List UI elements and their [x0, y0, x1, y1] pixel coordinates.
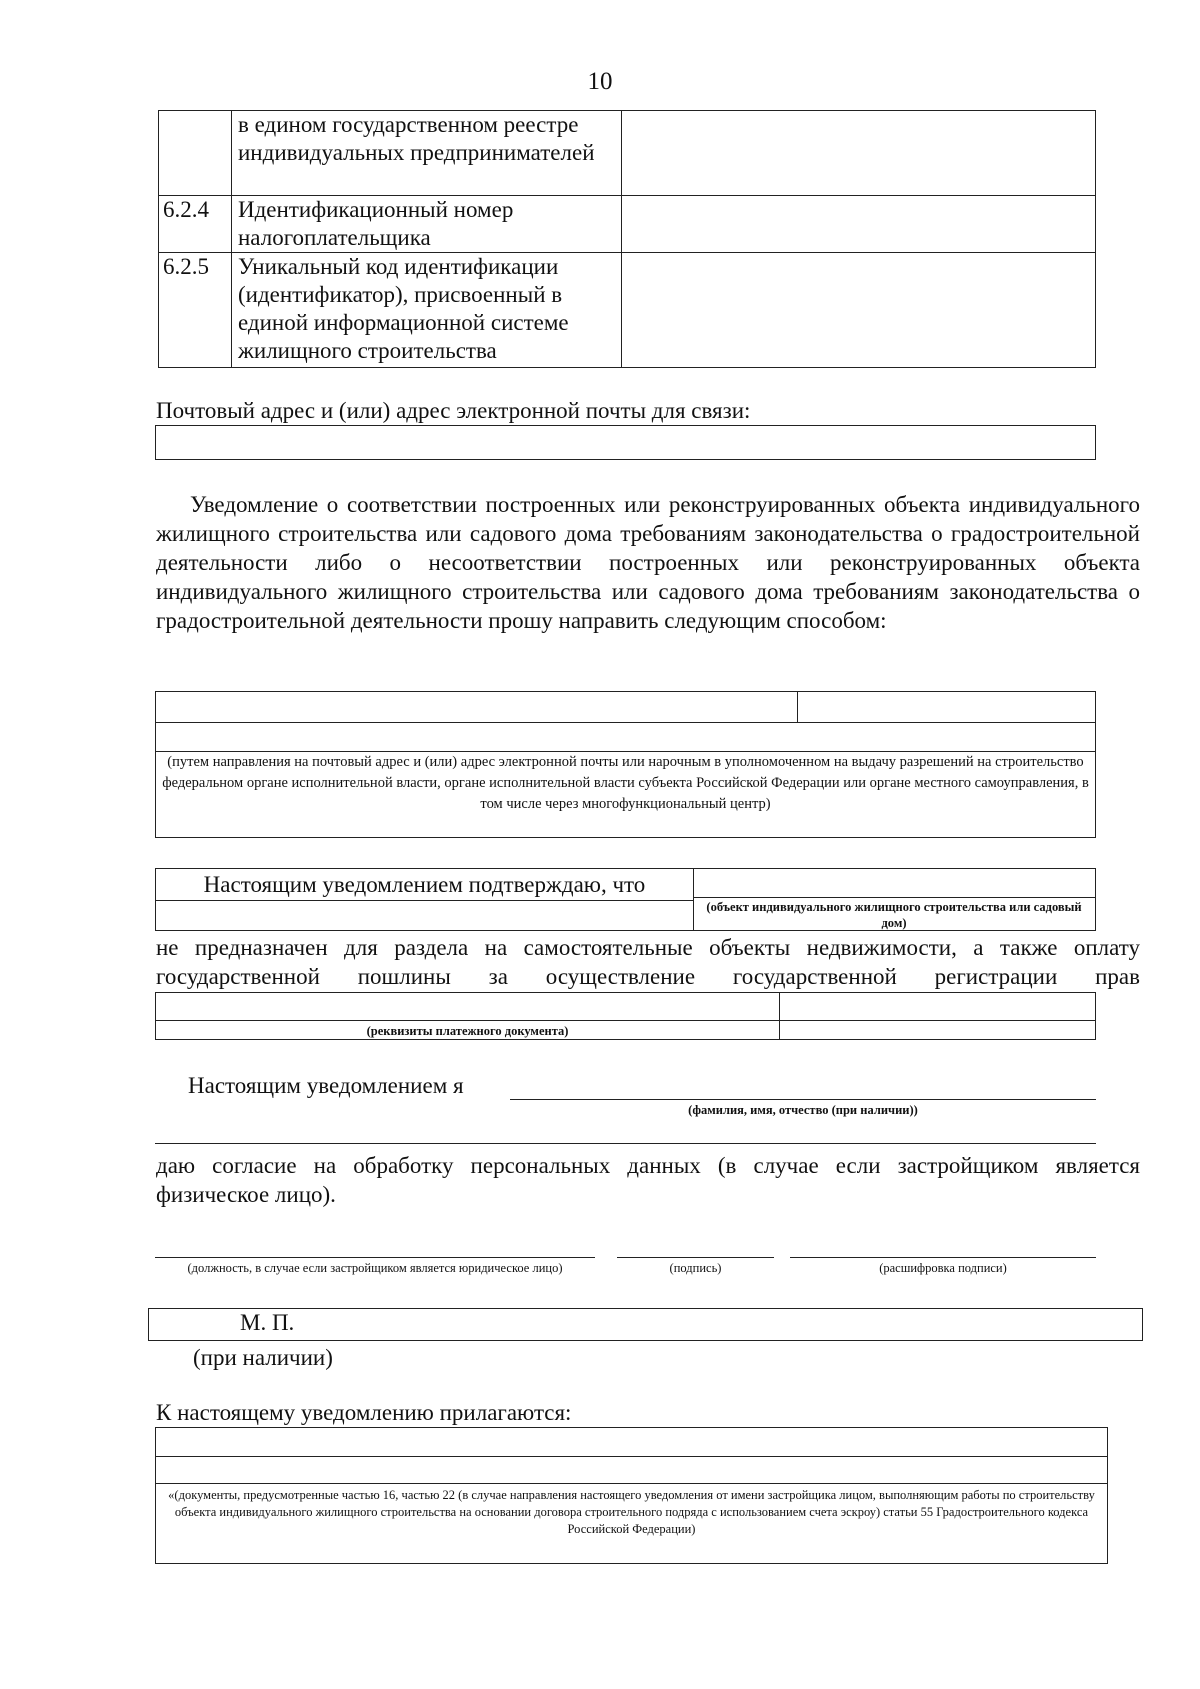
- signature-decode-field[interactable]: [790, 1257, 1096, 1258]
- attachments-caption: «(документы, предусмотренные частью 16, частью 22 (в случае направления настоящего уведомления от имени застройщика лицом, выполняющим работы по строительству объекта индивидуального жилищного строительства на основании договора строительного подряда с использованием счета эскроу) статьи 55 Градостроительного кодекса Российской Федерации): [168, 1488, 1095, 1536]
- postal-address-label: Почтовый адрес и (или) адрес электронной почты для связи:: [156, 398, 751, 423]
- object-type-field[interactable]: [693, 869, 1095, 898]
- consent-label: Настоящим уведомлением я: [188, 1073, 464, 1098]
- full-name-field[interactable]: [510, 1099, 1096, 1100]
- row-label: в едином государственном реестре индивидуальных предпринимателей: [232, 111, 622, 196]
- full-name-field-continued[interactable]: [155, 1143, 1096, 1144]
- confirm-label: Настоящим уведомлением подтверждаю, что: [156, 869, 693, 901]
- stamp-label: М. П.: [240, 1310, 295, 1335]
- row-number: [159, 111, 232, 196]
- row-label: Уникальный код идентификации (идентификатор), присвоенный в единой информационной системе жилищного строительства: [232, 253, 622, 368]
- row-value-field[interactable]: [622, 253, 1096, 368]
- stamp-note: (при наличии): [193, 1345, 333, 1370]
- consent-text: даю согласие на обработку персональных данных (в случае если застройщиком является физическое лицо).: [156, 1153, 1140, 1207]
- stamp-box: [148, 1308, 1143, 1341]
- attachments-table: [155, 1427, 1108, 1564]
- row-label: Идентификационный номер налогоплательщика: [232, 196, 622, 253]
- object-type-caption: (объект индивидуального жилищного строительства или садовый дом): [706, 900, 1082, 930]
- attachments-title: К настоящему уведомлению прилагаются:: [156, 1400, 572, 1425]
- column-divider: [797, 692, 798, 722]
- row-value-field[interactable]: [622, 111, 1096, 196]
- notification-method-paragraph: Уведомление о соответствии построенных или реконструированных объекта индивидуального жилищного строительства или садового дома требованиям законодательства о градостроительной деятельности либо о несоответствии построенных или реконструированных объекта индивидуального жилищного строительства или садового дома требованиям законодательства о градостроительной деятельности прошу направить следующим способом:: [156, 492, 1140, 633]
- payment-table: [155, 992, 1096, 1040]
- position-field[interactable]: [155, 1257, 595, 1258]
- signature-field[interactable]: [617, 1257, 774, 1258]
- payment-caption: (реквизиты платежного документа): [366, 1024, 569, 1038]
- row-number: 6.2.4: [159, 196, 232, 253]
- signature-caption: (подпись): [669, 1261, 722, 1275]
- registry-table: [158, 110, 1096, 368]
- delivery-method-field[interactable]: [156, 692, 1095, 723]
- delivery-method-caption: (путем направления на почтовый адрес и (или) адрес электронной почты или нарочным в уполномоченном на выдачу разрешений на строительство федеральном органе исполнительной власти, органе исполнительной власти субъекта Российской Федерации или органе местного самоуправления, в том числе через многофункциональный центр): [162, 754, 1089, 812]
- table-row: [159, 196, 1096, 253]
- delivery-method-field-2[interactable]: [156, 722, 1095, 752]
- page-number: 10: [587, 68, 613, 95]
- not-intended-text: не предназначен для раздела на самостоятельные объекты недвижимости, а также оплату государственной пошлины за осуществление государственной регистрации прав: [156, 935, 1140, 989]
- row-value-field[interactable]: [622, 196, 1096, 253]
- table-row: [159, 253, 1096, 368]
- row-divider: [156, 1483, 1107, 1484]
- signature-decode-caption: (расшифровка подписи): [879, 1261, 1007, 1275]
- row-divider: [156, 1020, 1095, 1021]
- row-divider: [156, 1456, 1107, 1457]
- column-divider: [779, 993, 780, 1039]
- confirm-table: [155, 868, 1096, 931]
- row-number: 6.2.5: [159, 253, 232, 368]
- full-name-caption: (фамилия, имя, отчество (при наличии)): [688, 1103, 918, 1117]
- postal-address-field[interactable]: [155, 425, 1096, 460]
- position-caption: (должность, в случае если застройщиком является юридическое лицо): [187, 1261, 563, 1275]
- table-row: [159, 111, 1096, 196]
- delivery-method-table: [155, 691, 1096, 838]
